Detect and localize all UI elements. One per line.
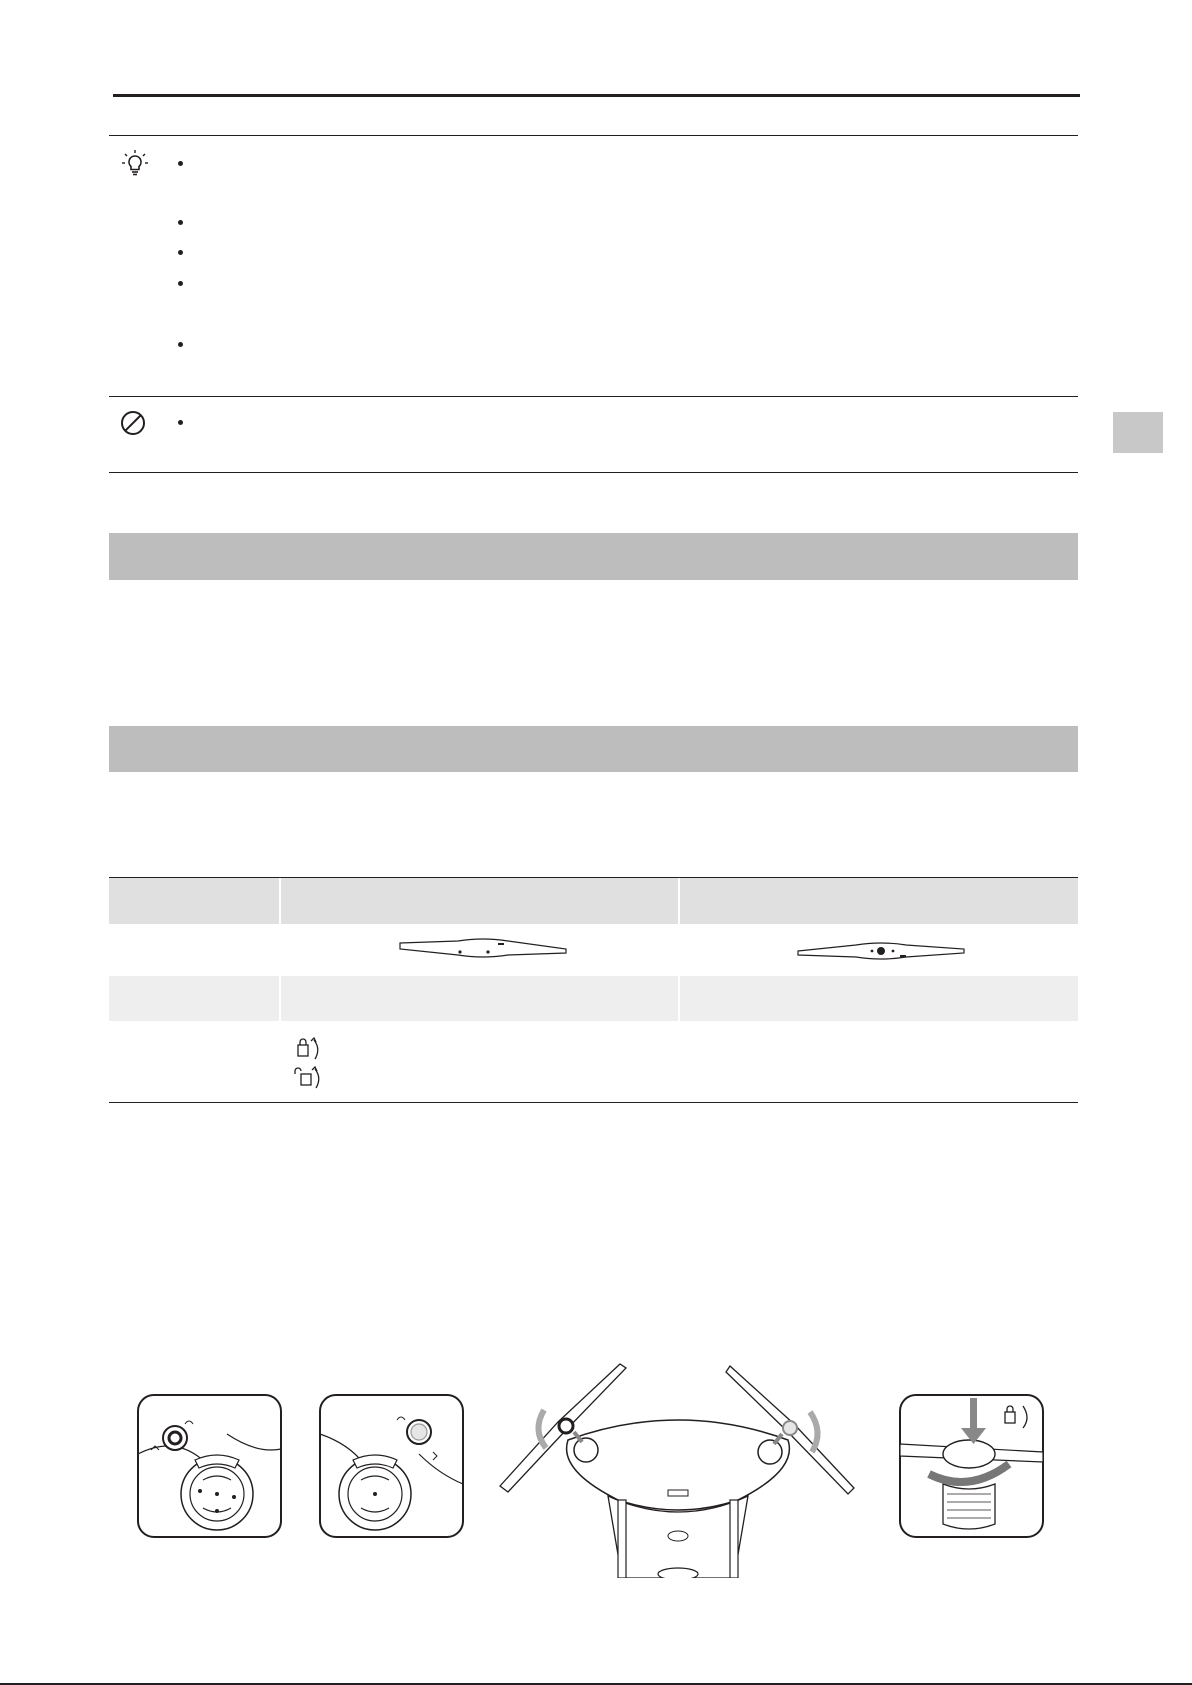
motor-closeup-illustration	[137, 1394, 282, 1538]
lock-icon	[295, 1035, 325, 1061]
propeller-icon	[398, 935, 568, 961]
warning-bullet	[178, 420, 183, 425]
lightbulb-icon	[119, 148, 151, 180]
prohibited-icon	[118, 408, 148, 438]
table-header-cell	[281, 878, 678, 924]
motor-closeup-illustration	[319, 1394, 464, 1538]
tip-bullet	[178, 161, 183, 166]
table-row	[281, 976, 678, 1021]
header-rule	[113, 94, 1080, 97]
tip-bullet	[178, 281, 183, 286]
unlock-icon	[293, 1062, 325, 1090]
section-heading-band	[109, 726, 1078, 772]
table-row	[680, 976, 1078, 1021]
tip-bullet	[178, 220, 183, 225]
table-bottom-rule	[109, 1102, 1078, 1103]
tips-top-rule	[109, 135, 1078, 136]
tip-bullet	[178, 342, 183, 347]
warning-bottom-rule	[109, 472, 1078, 473]
aircraft-propeller-mounting-illustration	[498, 1360, 862, 1578]
propeller-icon	[796, 937, 966, 963]
press-turn-lock-illustration	[899, 1394, 1044, 1538]
chapter-side-tab	[1113, 412, 1163, 453]
table-row	[109, 976, 279, 1021]
table-header-cell	[109, 878, 279, 924]
tip-bullet	[178, 250, 183, 255]
section-heading-band	[109, 533, 1078, 580]
table-header-cell	[680, 878, 1078, 924]
warning-top-rule	[109, 396, 1078, 397]
